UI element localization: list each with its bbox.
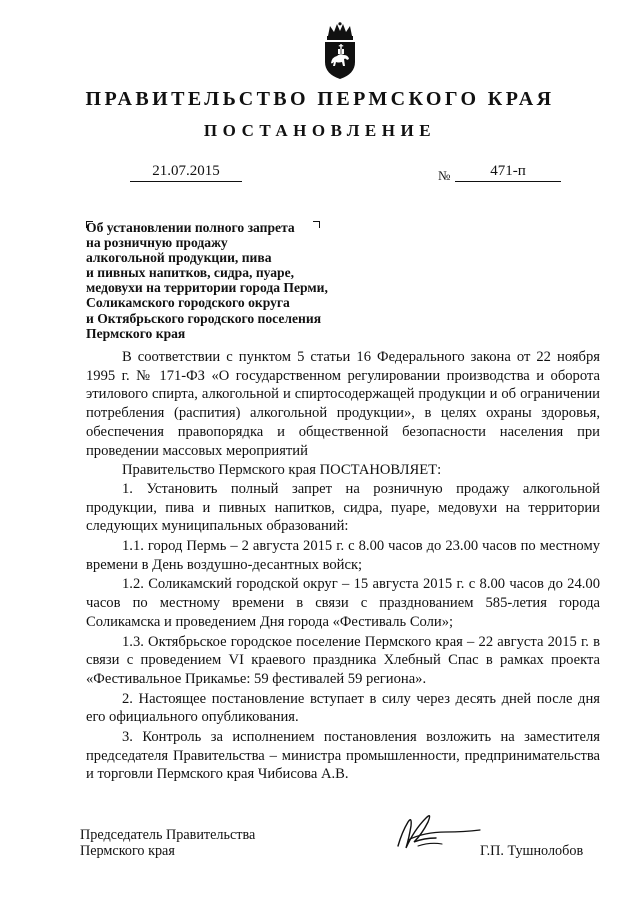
- paragraph-resolves: Правительство Пермского края ПОСТАНОВЛЯЕТ:: [122, 462, 442, 479]
- subject-line: и Октябрьского городского поселения: [86, 310, 322, 326]
- signer-name: Г.П. Тушнолобов: [480, 843, 584, 859]
- subject-line: на розничную продажу: [86, 235, 228, 251]
- document-body: [86, 348, 600, 784]
- paragraph-item-1: 1. Установить полный запрет на розничную продажу алкогольной продукции, пива и пивных напитков, сидра, пуаре, медовухи на территории следующих муниципальных образований:: [86, 480, 600, 535]
- paragraph-item-3: 3. Контроль за исполнением постановления возложить на заместителя председателя Правительства – министра промышленности, предпринимательства и торговли Пермского края Чибисова А.В.: [86, 729, 600, 783]
- subject-line: Соликамского городского округа: [86, 295, 290, 311]
- document-date: 21.07.2015: [130, 163, 242, 182]
- subject-line: медовухи на территории города Перми,: [86, 280, 328, 296]
- paragraph-item-1-3: 1.3. Октябрьское городское поселение Пермского края – 22 августа 2015 г. в связи с проведением VI краевого праздника Хлебный Спас в рамках проекта «Фестивальное Прикамье: 59 фестивалей 59 региона».: [86, 633, 600, 687]
- signer-position: [80, 827, 255, 859]
- signer-position-line: Председатель Правительства: [80, 827, 256, 843]
- subject-line: и пивных напитков, сидра, пуаре,: [86, 265, 295, 281]
- document-number: 471-п: [455, 163, 561, 182]
- handwritten-signature: [384, 802, 484, 862]
- subject-line: Пермского края: [86, 325, 186, 341]
- paragraph-item-1-2: 1.2. Соликамский городской округ – 15 августа 2015 г. с 8.00 часов до 24.00 часов по местному времени в связи с празднованием 585-летия города Соликамска и проведением Дня города «Фестиваль Соли»;: [86, 576, 600, 630]
- paragraph-intro: В соответствии с пунктом 5 статьи 16 Федерального закона от 22 ноября 1995 г. № 171-ФЗ «О государственном регулировании производства и оборота этилового спирта, алкогольной и спиртосодержащей продукции и об ограничении потребления (распития) алкогольной продукции», в целях охраны здоровья, обеспечения правопорядка и общественной безопасности населения при проведении массовых мероприятий: [86, 349, 600, 459]
- perm-krai-coat-of-arms-icon: [322, 22, 358, 80]
- paragraph-item-1-1: 1.1. город Пермь – 2 августа 2015 г. с 8.00 часов до 23.00 часов по местному времени в День воздушно-десантных войск;: [86, 538, 600, 573]
- signer-position-line: Пермского края: [80, 843, 175, 859]
- number-sign: №: [438, 168, 451, 183]
- document-type: ПОСТАНОВЛЕНИЕ: [203, 121, 437, 140]
- subject-line: Об установлении полного запрета: [86, 220, 295, 235]
- document-subject: [86, 220, 386, 341]
- government-title: ПРАВИТЕЛЬСТВО ПЕРМСКОГО КРАЯ: [85, 88, 555, 110]
- paragraph-item-2: 2. Настоящее постановление вступает в силу через десять дней после дня его официального опубликования.: [86, 690, 600, 726]
- subject-line: алкогольной продукции, пива: [86, 250, 272, 266]
